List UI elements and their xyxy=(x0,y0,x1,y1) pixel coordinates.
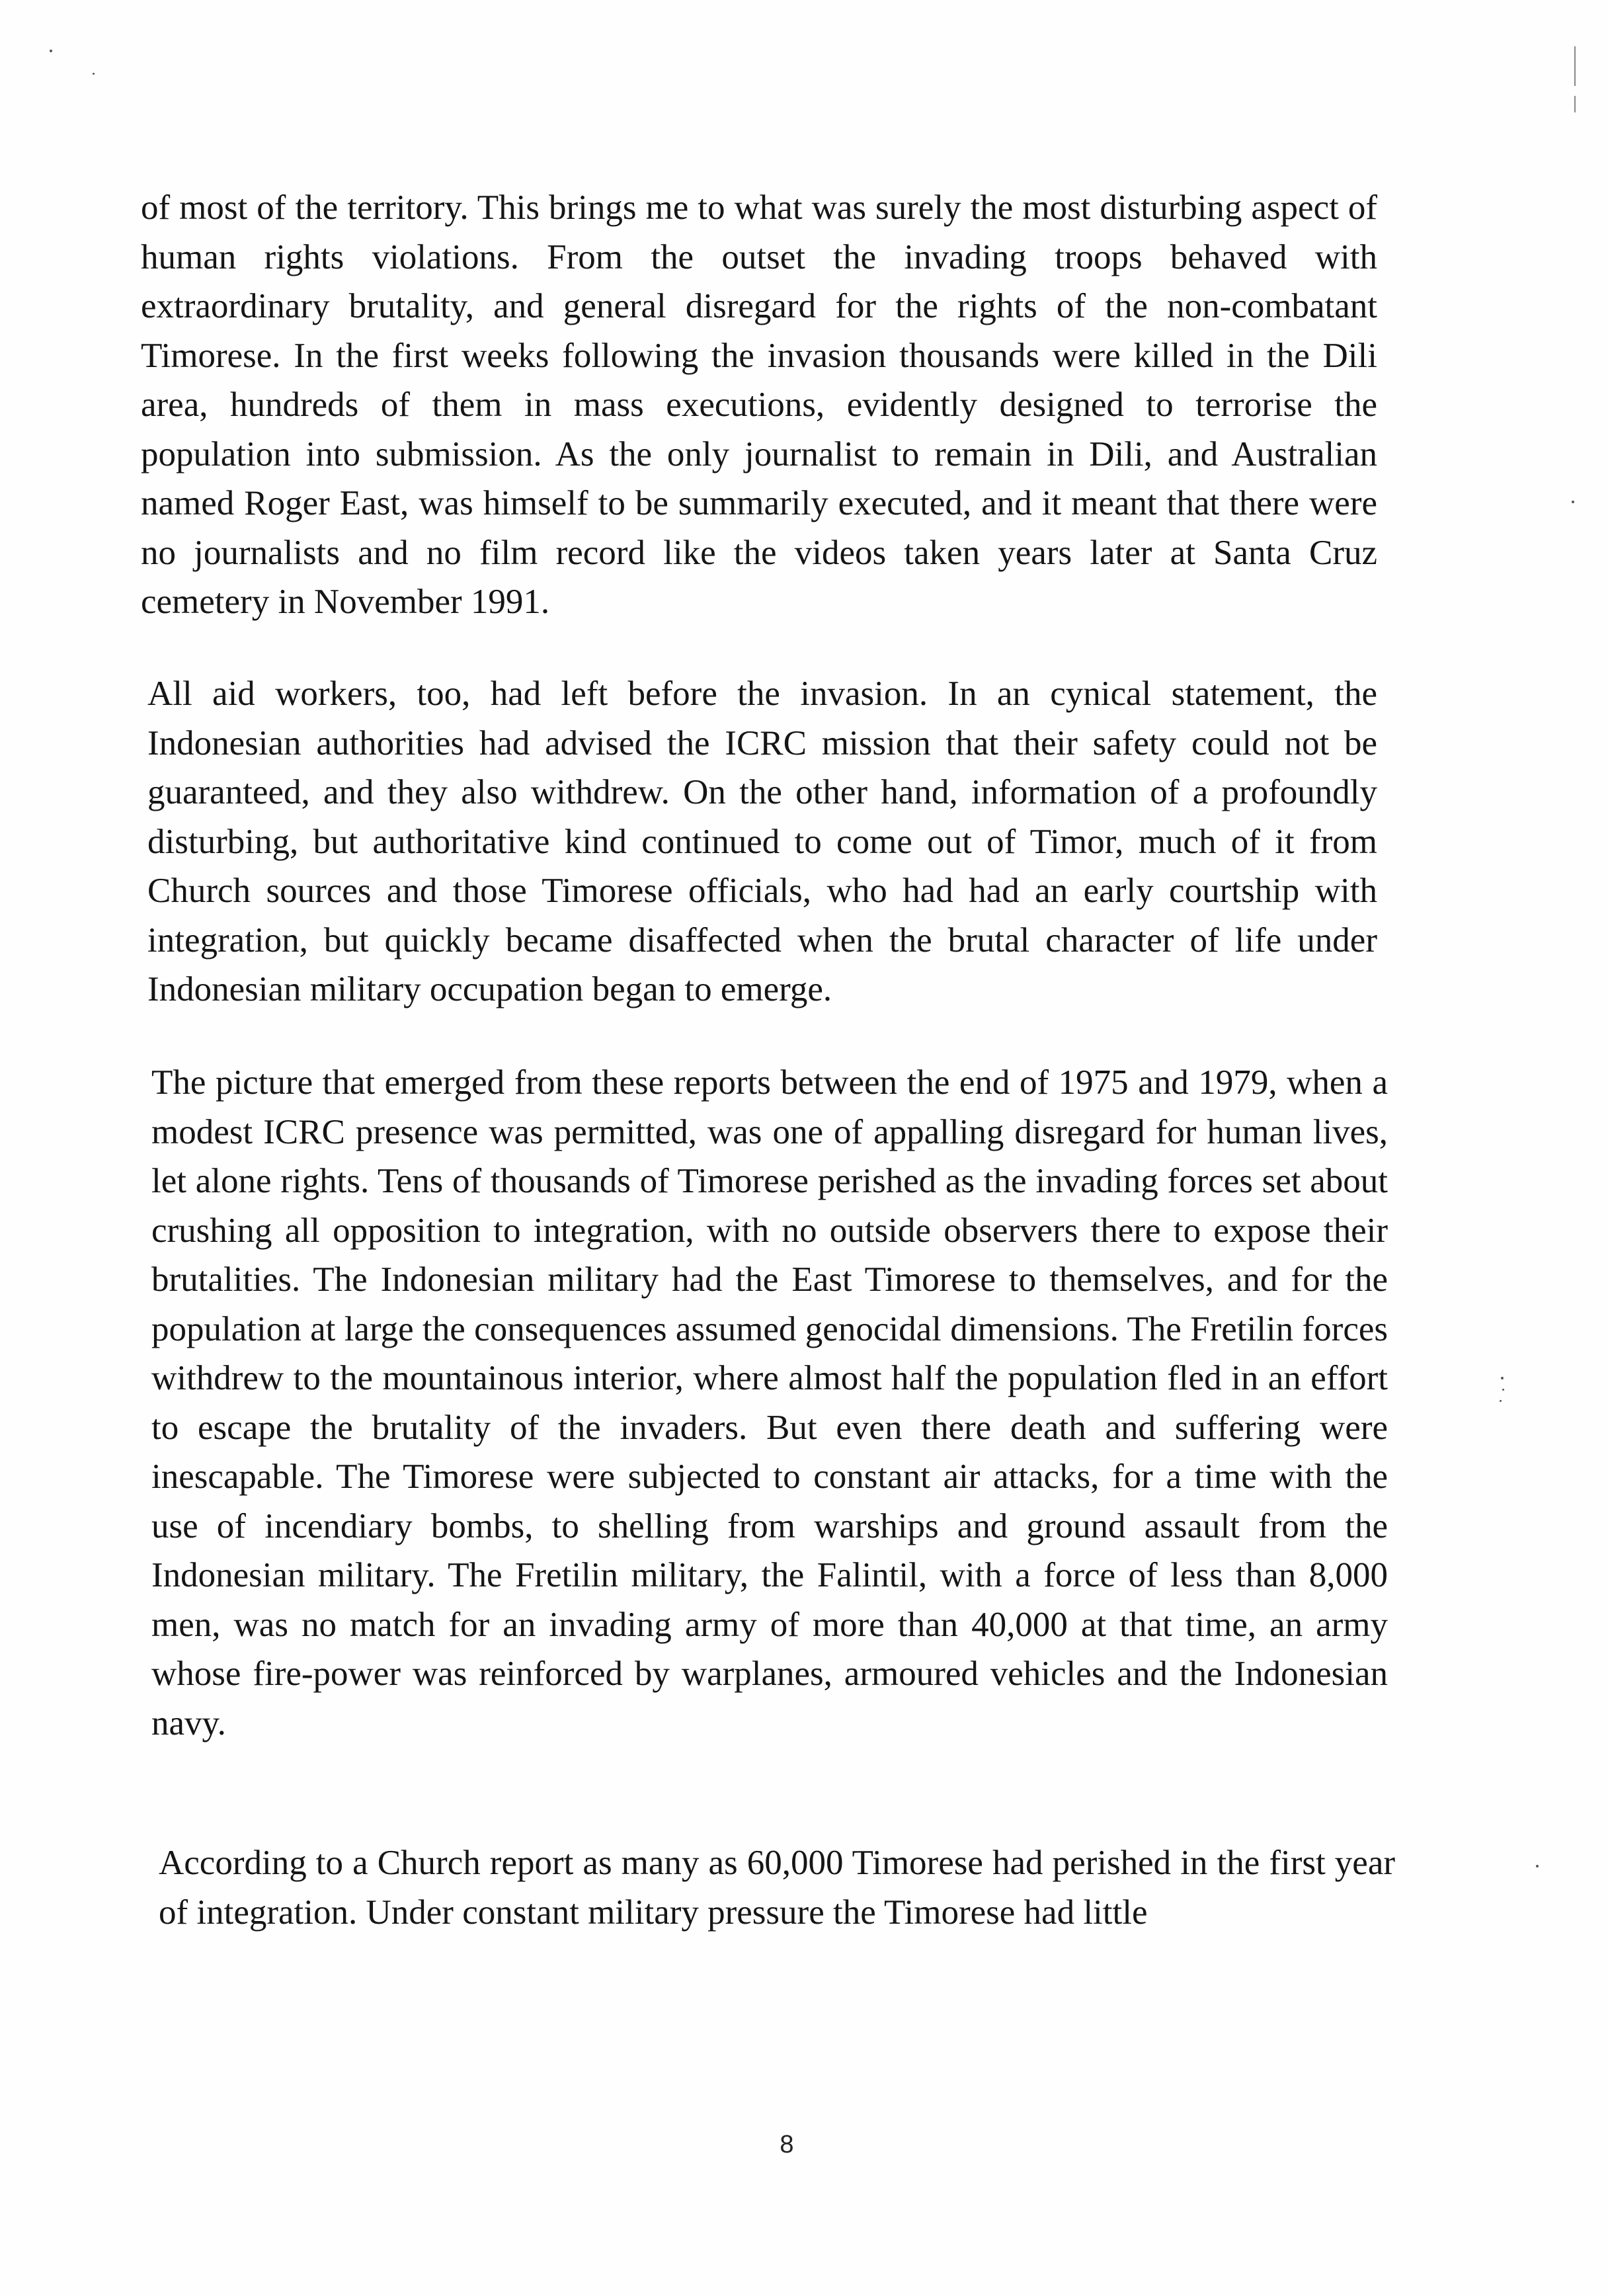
paragraph-2: All aid workers, too, had left before the invasion. In an cynical statement, the Indonesian authorities had advised the ICRC mission that their safety could not be guaranteed, and they also withdrew. On the other hand, information of a profoundly disturbing, but authoritative kind continued to come out of Timor, much of it from Church sources and those Timorese officials, who had had an early courtship with integration, but quickly became disaffected when the brutal character of life under Indonesian military occupation began to emerge. xyxy=(147,675,1377,1008)
scan-speck xyxy=(1502,1389,1504,1391)
scan-edge-mark xyxy=(1574,46,1576,86)
paragraph-4: According to a Church report as many as 60,000 Timorese had perished in the first year of integration. Under constant military pressure the Timorese had little xyxy=(159,1844,1395,1932)
page-number: 8 xyxy=(780,2131,794,2158)
scan-speck xyxy=(1501,1377,1504,1379)
scan-speck xyxy=(1572,501,1574,503)
scan-speck xyxy=(93,73,95,75)
scan-speck xyxy=(50,50,52,52)
scan-edge-mark xyxy=(1574,96,1576,112)
paragraph-1: of most of the territory. This brings me to what was surely the most disturbing aspect of human rights violations. From the outset the invading troops behaved with extraordinary brutality, and general disregard for the rights of the non-combatant Timorese. In the first weeks following the invasion thousands were killed in the Dili area, hundreds of them in mass executions, evidently designed to terrorise the population into submission. As the only journalist to remain in Dili, and Australian named Roger East, was himself to be summarily executed, and it meant that there were no journalists and no film record like the videos taken years later at Santa Cruz cemetery in November 1991. xyxy=(141,188,1377,621)
scan-speck xyxy=(1536,1865,1539,1867)
paragraph-3: The picture that emerged from these reports between the end of 1975 and 1979, when a modest ICRC presence was permitted, was one of appalling disregard for human lives, let alone rights. Tens of thousands of Timorese perished as the invading forces set about crushing all opposition to integration, with no outside observers there to expose their brutalities. The Indonesian military had the East Timorese to themselves, and for the population at large the consequences assumed genocidal dimensions. The Fretilin forces withdrew to the mountainous interior, where almost half the population fled in an effort to escape the brutality of the invaders. But even there death and suffering were inescapable. The Timorese were subjected to constant air attacks, for a time with the use of incendiary bombs, to shelling from warships and ground assault from the Indonesian military. The Fretilin military, the Falintil, with a force of less than 8,000 men, was no match for an invading army of more than 40,000 at that time, an army whose fire-power was reinforced by warplanes, armoured vehicles and the Indonesian navy. xyxy=(151,1063,1388,1742)
scan-speck xyxy=(1500,1400,1502,1402)
